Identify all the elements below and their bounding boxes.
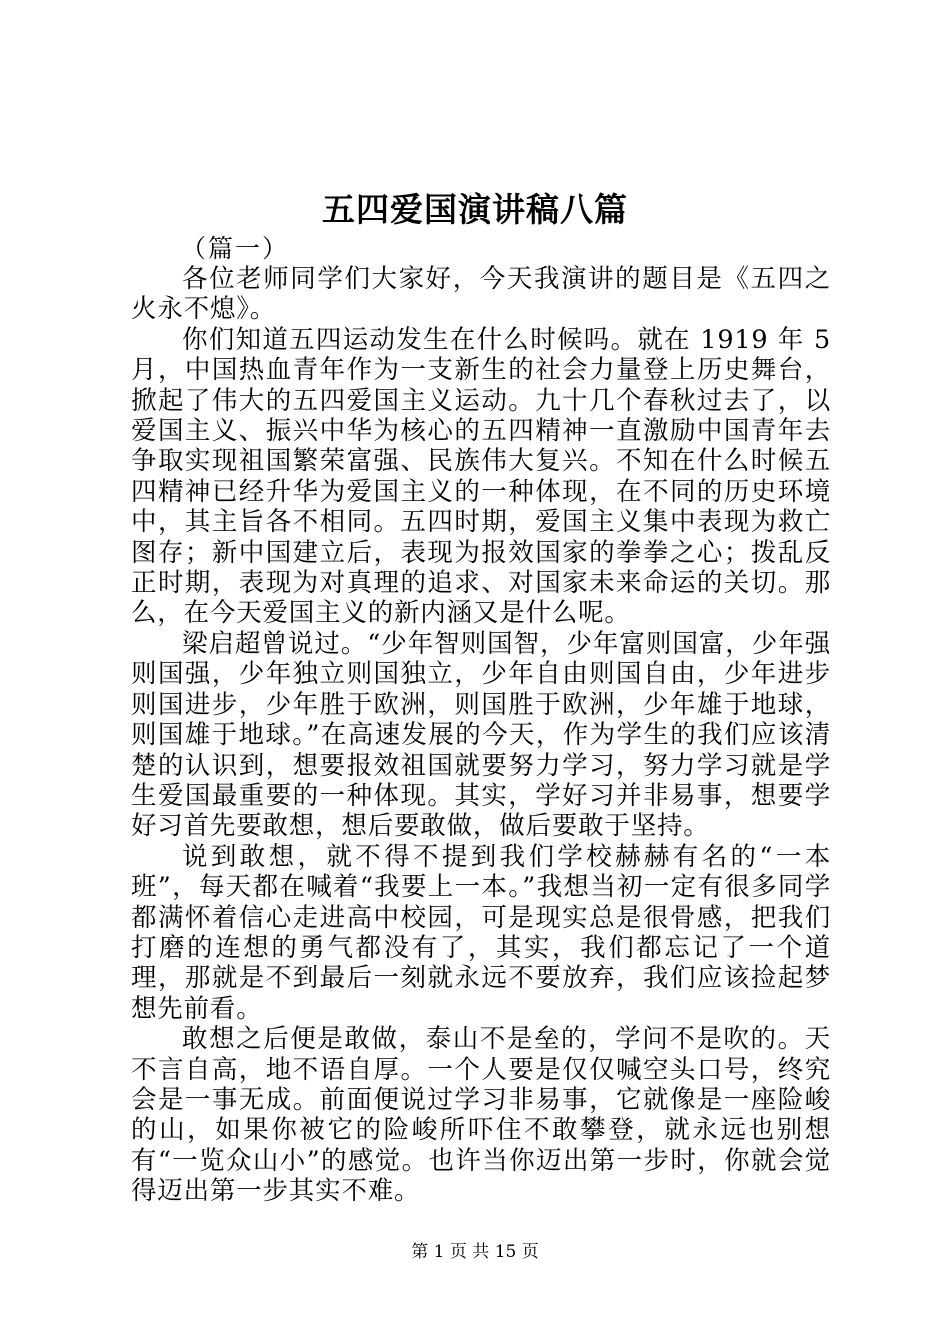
paragraph: 你们知道五四运动发生在什么时候吗。就在 1919 年 5 月，中国热血青年作为一支新生的社会力量登上历史舞台，掀起了伟大的五四爱国主义运动。九十几个春秋过去了，以爱国主义、振兴中华为核心的五四精神一直激励中国青年去争取实现祖国繁荣富强、民族伟大复兴。不知在什么时候五四精神已经升华为爱国主义的一种体现，在不同的历史环境中，其主旨各不相同。五四时期，爱国主义集中表现为救亡图存；新中国建立后，表现为报效国家的拳拳之心；拨乱反正时期，表现为对真理的追求、对国家未来命运的关切。那么，在今天爱国主义的新内涵又是什么呢。	[131, 324, 831, 629]
paragraph: 说到敢想，就不得不提到我们学校赫赫有名的“一本班”，每天都在喊着“我要上一本。”我想当初一定有很多同学都满怀着信心走进高中校园，可是现实总是很骨感，把我们打磨的连想的勇气都没有了，其实，我们都忘记了一个道理，那就是不到最后一刻就永远不要放弃，我们应该捡起梦想先前看。	[131, 841, 831, 1024]
document-body	[131, 234, 831, 1207]
paragraph: 各位老师同学们大家好，今天我演讲的题目是《五四之火永不熄》。	[131, 264, 831, 325]
page-title: 五四爱国演讲稿八篇	[322, 190, 628, 229]
section-label: （篇一）	[181, 234, 290, 263]
paragraph: 梁启超曾说过。“少年智则国智，少年富则国富，少年强则国强，少年独立则国独立，少年自由则国自由，少年进步则国进步，少年胜于欧洲，则国胜于欧洲，少年雄于地球，则国雄于地球。”在高速发展的今天，作为学生的我们应该清楚的认识到，想要报效祖国就要努力学习，努力学习就是学生爱国最重要的一种体现。其实，学好习并非易事，想要学好习首先要敢想，想后要敢做，做后要敢于坚持。	[131, 628, 831, 842]
page-footer: 第 1 页 共 15 页	[411, 1242, 539, 1262]
paragraph: 敢想之后便是敢做，泰山不是垒的，学问不是吹的。天不言自高，地不语自厚。一个人要是仅仅喊空头口号，终究会是一事无成。前面便说过学习非易事，它就像是一座险峻的山，如果你被它的险峻所吓住不敢攀登，就永远也别想有“一览众山小”的感觉。也许当你迈出第一步时，你就会觉得迈出第一步其实不难。	[131, 1024, 831, 1207]
